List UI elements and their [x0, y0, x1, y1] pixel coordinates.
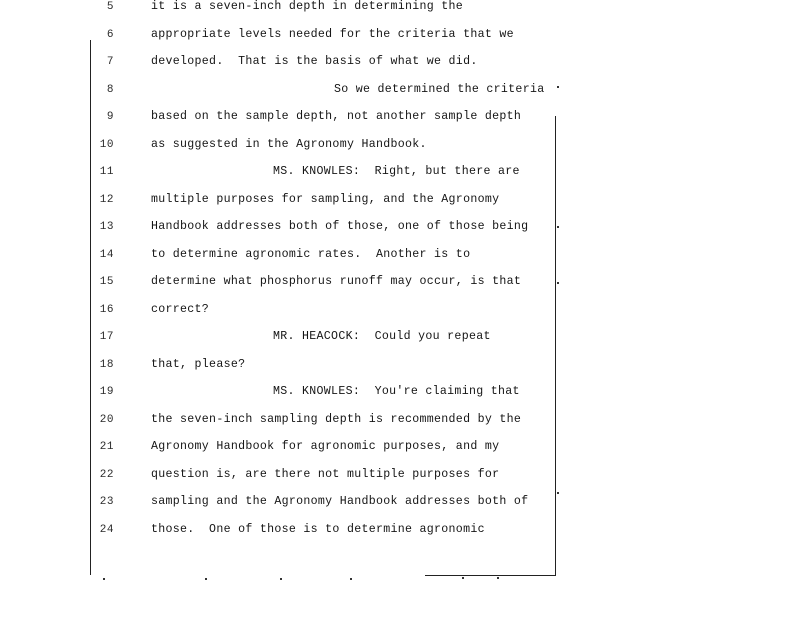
bottom-margin-rule	[425, 575, 556, 576]
transcript-line	[0, 358, 560, 385]
line-text: determine what phosphorus runoff may occur, is that	[151, 275, 522, 288]
scan-speck	[462, 577, 464, 579]
line-number: 17	[99, 331, 114, 343]
scan-speck	[280, 578, 282, 580]
line-number: 15	[99, 276, 114, 288]
line-text: So we determined the criteria	[334, 82, 545, 96]
line-number: 11	[99, 166, 114, 178]
line-text: that, please?	[151, 357, 246, 371]
line-number: 7	[106, 56, 114, 68]
line-text: Handbook addresses both of those, one of those being	[151, 220, 529, 233]
transcript-line	[0, 248, 560, 275]
line-number: 20	[99, 413, 114, 426]
line-text: MS. KNOWLES: Right, but there are	[273, 165, 520, 178]
scan-speck	[103, 578, 105, 580]
transcript-line	[0, 165, 560, 192]
line-number: 12	[99, 193, 114, 206]
transcript-line	[0, 330, 560, 357]
line-number: 5	[106, 1, 114, 13]
scan-speck	[497, 577, 499, 579]
line-text: correct?	[151, 302, 210, 316]
transcript-line	[0, 413, 560, 440]
transcript-line	[0, 193, 560, 220]
line-number: 8	[106, 83, 114, 96]
line-text: appropriate levels needed for the criteria that we	[151, 27, 514, 41]
line-number: 24	[99, 523, 114, 536]
line-text: developed. That is the basis of what we did.	[151, 55, 478, 68]
line-text: as suggested in the Agronomy Handbook.	[151, 137, 427, 151]
transcript-line	[0, 468, 560, 495]
line-number: 6	[106, 28, 114, 41]
line-number: 21	[99, 441, 114, 453]
transcript-line	[0, 55, 560, 82]
line-text: it is a seven-inch depth in determining the	[151, 0, 464, 13]
transcript-line	[0, 523, 560, 550]
transcript-line	[0, 110, 560, 137]
line-text: Agronomy Handbook for agronomic purposes, and my	[151, 440, 500, 453]
line-number: 14	[99, 248, 114, 261]
scan-speck	[205, 578, 207, 580]
transcript-line	[0, 83, 560, 110]
transcript-line	[0, 385, 560, 412]
line-text: MR. HEACOCK: Could you repeat	[273, 330, 491, 343]
transcript-line	[0, 303, 560, 330]
line-number: 19	[99, 386, 114, 398]
line-number: 10	[99, 138, 114, 151]
scan-speck	[350, 578, 352, 580]
line-text: the seven-inch sampling depth is recommended by the	[151, 412, 522, 426]
line-text: multiple purposes for sampling, and the Agronomy	[151, 192, 500, 206]
transcript-line	[0, 138, 560, 165]
line-text: question is, are there not multiple purposes for	[151, 467, 500, 481]
line-number: 13	[99, 221, 114, 233]
line-number: 9	[106, 111, 114, 123]
line-text: those. One of those is to determine agronomic	[151, 522, 485, 536]
line-number: 16	[99, 303, 114, 316]
transcript-line	[0, 220, 560, 247]
line-number: 22	[99, 468, 114, 481]
line-text: MS. KNOWLES: You're claiming that	[273, 385, 520, 398]
line-text: sampling and the Agronomy Handbook addresses both of	[151, 495, 529, 508]
transcript-line	[0, 0, 560, 27]
transcript-line	[0, 275, 560, 302]
line-number: 18	[99, 358, 114, 371]
transcript-line	[0, 440, 560, 467]
line-text: based on the sample depth, not another sample depth	[151, 110, 522, 123]
line-text: to determine agronomic rates. Another is to	[151, 247, 471, 261]
line-number: 23	[99, 496, 114, 508]
transcript-line	[0, 28, 560, 55]
transcript-line	[0, 495, 560, 522]
